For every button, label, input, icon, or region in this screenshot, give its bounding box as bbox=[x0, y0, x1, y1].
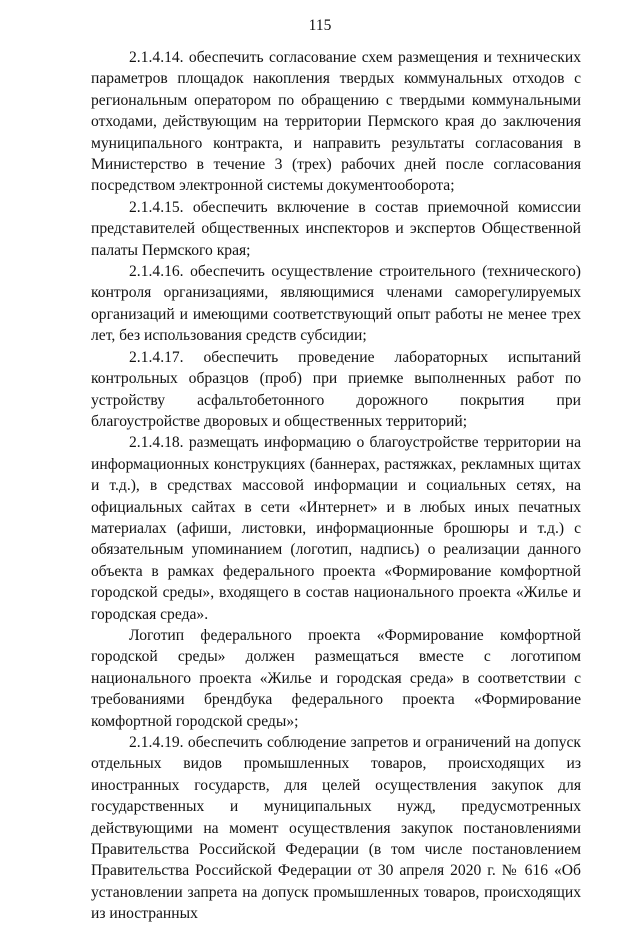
paragraph-2-1-4-19: 2.1.4.19. обеспечить соблюдение запретов и ограничений на допуск отдельных видов промышленных товаров, происходящих из иностранных государств, для целей осуществления закупок для государственных и муниципальных нужд, предусмотренных действующими на момент осуществления закупок постановлениями Правительства Российской Федерации (в том числе постановлением Правительства Российской Федерации от 30 апреля 2020 г. № 616 «Об установлении запрета на допуск промышленных товаров, происходящих из иностранных bbox=[91, 734, 581, 923]
paragraph-2-1-4-18: 2.1.4.18. размещать информацию о благоустройстве территории на информационных конструкциях (баннерах, растяжках, рекламных щитах и т.д.), в средствах массовой информации и социальных сетях, на официальных сайтах в сети «Интернет» и в любых иных печатных материалах (афиши, листовки, информационные брошюры и т.д.) с обязательным упоминанием (логотип, надпись) о реализации данного объекта в рамках федерального проекта «Формирование комфортной городской среды», входящего в состав национального проекта «Жилье и городская среда». bbox=[91, 434, 581, 623]
paragraph-2-1-4-17: 2.1.4.17. обеспечить проведение лабораторных испытаний контрольных образцов (проб) при приемке выполненных работ по устройству асфальтобетонного дорожного покрытия при благоустройстве дворовых и общественных территорий; bbox=[91, 348, 581, 430]
paragraph-2-1-4-15: 2.1.4.15. обеспечить включение в состав приемочной комиссии представителей общественных инспекторов и экспертов Общественной палаты Пермского края; bbox=[91, 198, 581, 259]
paragraph-2-1-4-14: 2.1.4.14. обеспечить согласование схем размещения и технических параметров площадок накопления твердых коммунальных отходов с региональным оператором по обращению с твердыми коммунальными отходами, действующим на территории Пермского края до заключения муниципального контракта, и направить результаты согласования в Министерство в течение 3 (трех) рабочих дней после согласования посредством электронной системы документооборота; bbox=[91, 49, 581, 195]
paragraph-2-1-4-16: 2.1.4.16. обеспечить осуществление строительного (технического) контроля организациями, являющимися членами саморегулируемых организаций и имеющими соответствующий опыт работы не менее трех лет, без использования средств субсидии; bbox=[91, 263, 581, 345]
document-body bbox=[91, 47, 581, 925]
page-number: 115 bbox=[308, 17, 332, 34]
paragraph-logo-requirement: Логотип федерального проекта «Формирование комфортной городской среды» должен размещаться вместе с логотипом национального проекта «Жилье и городская среда» в соответствии с требованиями брендбука федерального проекта «Формирование комфортной городской среды»; bbox=[91, 626, 581, 730]
